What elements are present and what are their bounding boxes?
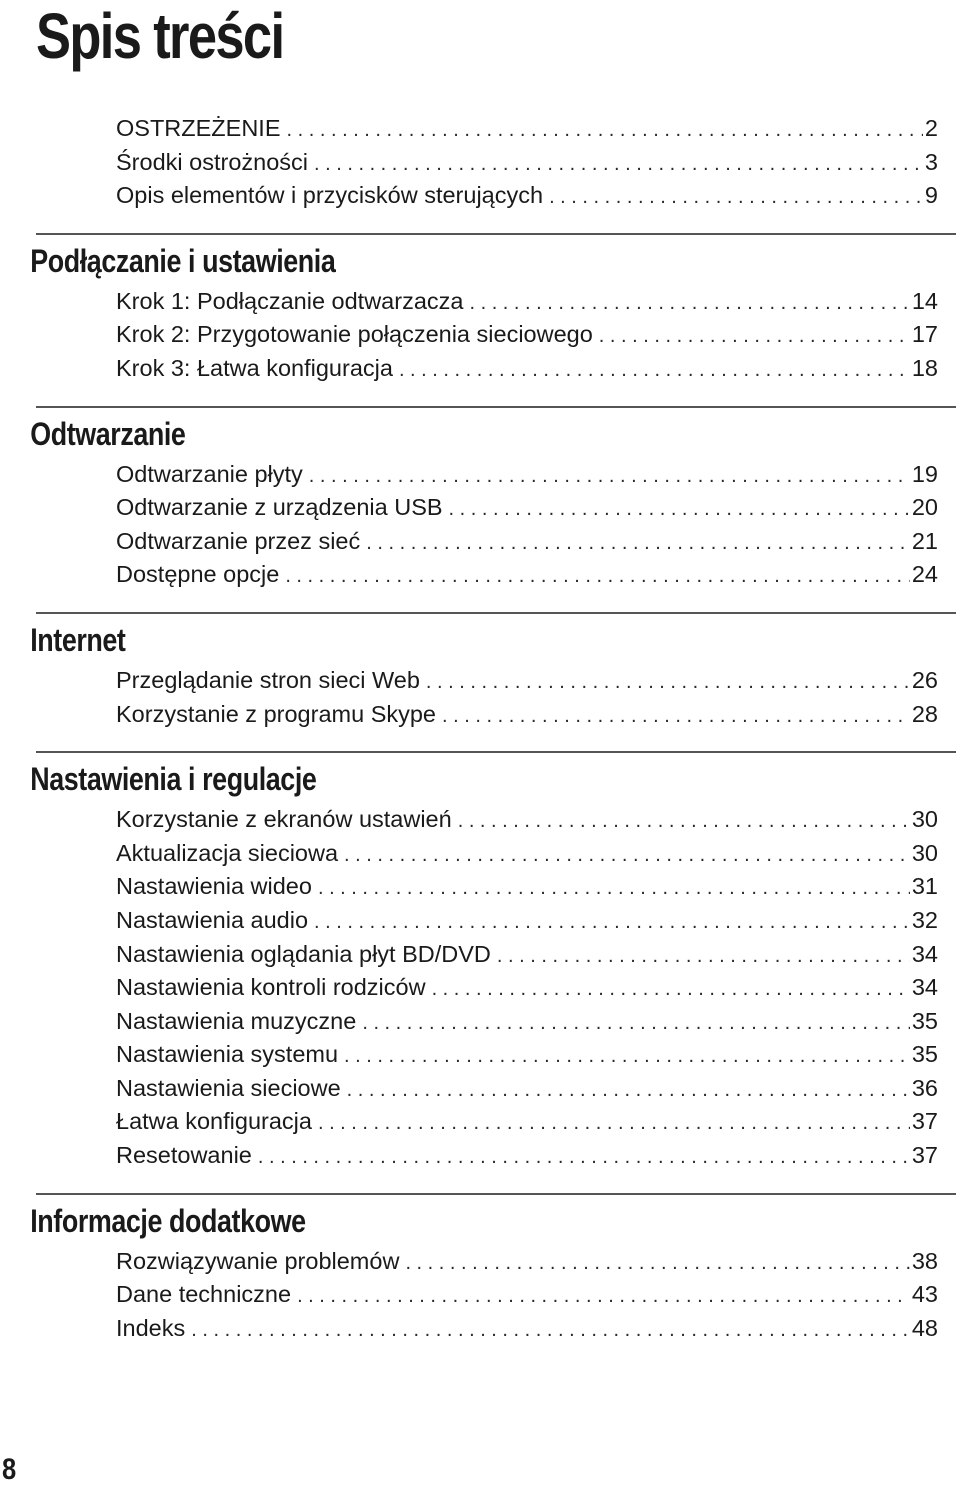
toc-entry-label: Odtwarzanie z urządzenia USB xyxy=(116,494,443,521)
toc-entry-page: 24 xyxy=(911,561,938,588)
dot-leader xyxy=(426,666,910,700)
toc-section-playback xyxy=(0,406,960,592)
toc-entry-page: 36 xyxy=(911,1074,938,1101)
toc-entry[interactable] xyxy=(116,458,938,492)
toc-entry-page: 2 xyxy=(924,115,938,141)
toc-entry-label: Indeks xyxy=(116,1314,186,1341)
toc-entry[interactable] xyxy=(116,146,938,180)
toc-entry-page: 34 xyxy=(911,940,938,967)
toc-entry[interactable] xyxy=(116,664,938,698)
toc-entry[interactable] xyxy=(116,837,938,871)
toc-entry-label: Dane techniczne xyxy=(116,1281,292,1308)
dot-leader xyxy=(344,839,910,873)
toc-entry-label: OSTRZEŻENIE xyxy=(116,115,281,141)
toc-entry[interactable] xyxy=(116,1139,938,1173)
toc-entry-label: Nastawienia muzyczne xyxy=(116,1007,357,1034)
toc-entry-label: Nastawienia kontroli rodziców xyxy=(116,974,426,1001)
page-number: 8 xyxy=(2,1453,17,1486)
toc-entry-label: Przeglądanie stron sieci Web xyxy=(116,666,420,693)
dot-leader xyxy=(405,1247,909,1281)
dot-leader xyxy=(497,940,910,974)
toc-entry-label: Dostępne opcje xyxy=(116,561,280,588)
toc-section-intro xyxy=(0,112,960,213)
dot-leader xyxy=(362,1007,910,1041)
toc-entry-page: 35 xyxy=(911,1007,938,1034)
dot-leader xyxy=(344,1040,910,1074)
toc-entry-page: 21 xyxy=(911,527,938,554)
dot-leader xyxy=(469,287,909,321)
dot-leader xyxy=(314,148,923,182)
toc-entry-label: Łatwa konfiguracja xyxy=(116,1108,312,1135)
toc-entry[interactable] xyxy=(116,179,938,213)
toc-entry-label: Krok 1: Podłączanie odtwarzacza xyxy=(116,287,464,314)
toc-entry[interactable] xyxy=(116,698,938,732)
toc-entry-page: 19 xyxy=(911,460,938,487)
toc-entry-page: 14 xyxy=(911,287,938,314)
dot-leader xyxy=(309,460,910,494)
toc-entry-label: Środki ostrożności xyxy=(116,148,308,175)
toc-entry-page: 3 xyxy=(924,148,938,175)
toc-entry[interactable] xyxy=(116,318,938,352)
toc-entry-label: Krok 2: Przygotowanie połączenia sieciowego xyxy=(116,321,593,348)
dot-leader xyxy=(318,872,910,906)
dot-leader xyxy=(347,1074,910,1108)
toc-entry-page: 38 xyxy=(911,1247,938,1274)
toc-entry-page: 30 xyxy=(911,806,938,833)
toc-entry[interactable] xyxy=(116,938,938,972)
section-heading: Informacje dodatkowe xyxy=(30,1202,306,1239)
dot-leader xyxy=(366,527,910,561)
dot-leader xyxy=(285,560,910,594)
toc-entry-page: 37 xyxy=(911,1142,938,1169)
toc-entry-label: Nastawienia oglądania płyt BD/DVD xyxy=(116,940,491,967)
dot-leader xyxy=(318,1107,910,1141)
toc-entry-page: 31 xyxy=(911,873,938,900)
dot-leader xyxy=(599,320,910,354)
section-heading: Odtwarzanie xyxy=(30,415,186,452)
toc-entry[interactable] xyxy=(116,1278,938,1312)
toc-entry-page: 20 xyxy=(911,494,938,521)
toc-entry-page: 35 xyxy=(911,1041,938,1068)
toc-entry-label: Odtwarzanie przez sieć xyxy=(116,527,361,554)
toc-entry-page: 43 xyxy=(911,1281,938,1308)
toc-entry-label: Rozwiązywanie problemów xyxy=(116,1247,400,1274)
toc-entry-page: 18 xyxy=(911,354,938,381)
toc-entry[interactable] xyxy=(116,558,938,592)
toc-entry-label: Korzystanie z programu Skype xyxy=(116,700,437,727)
toc-entry-label: Nastawienia systemu xyxy=(116,1041,339,1068)
toc-entry-page: 26 xyxy=(911,666,938,693)
dot-leader xyxy=(191,1314,910,1348)
dot-leader xyxy=(458,805,910,839)
dot-leader xyxy=(399,354,910,388)
toc-entry[interactable] xyxy=(116,112,938,146)
toc-entry-label: Aktualizacja sieciowa xyxy=(116,839,339,866)
toc-entry[interactable] xyxy=(116,904,938,938)
toc-entry-page: 17 xyxy=(911,321,938,348)
dot-leader xyxy=(432,973,910,1007)
toc-section-additional-info xyxy=(0,1193,960,1346)
toc-entry[interactable] xyxy=(116,352,938,386)
toc-entry-page: 37 xyxy=(911,1108,938,1135)
toc-entry[interactable] xyxy=(116,1005,938,1039)
toc-entry[interactable] xyxy=(116,491,938,525)
toc-entry[interactable] xyxy=(116,1245,938,1279)
toc-entry[interactable] xyxy=(116,870,938,904)
toc-section-settings xyxy=(0,751,960,1173)
section-heading: Internet xyxy=(30,621,126,658)
toc-entry-page: 32 xyxy=(911,906,938,933)
toc-entry[interactable] xyxy=(116,1038,938,1072)
toc-entry-page: 28 xyxy=(911,700,938,727)
toc-section-internet xyxy=(0,612,960,731)
toc-entry[interactable] xyxy=(116,525,938,559)
toc-entry-label: Krok 3: Łatwa konfiguracja xyxy=(116,354,393,381)
dot-leader xyxy=(549,181,923,215)
toc-entry-label: Odtwarzanie płyty xyxy=(116,460,303,487)
toc-entry[interactable] xyxy=(116,971,938,1005)
toc-entry[interactable] xyxy=(116,803,938,837)
toc-entry-page: 9 xyxy=(924,182,938,209)
toc-entry[interactable] xyxy=(116,1312,938,1346)
toc-entry-label: Opis elementów i przycisków sterujących xyxy=(116,182,544,209)
dot-leader xyxy=(314,906,910,940)
page-title: Spis treści xyxy=(36,0,284,72)
toc-entry-label: Nastawienia sieciowe xyxy=(116,1074,341,1101)
toc-entry[interactable] xyxy=(116,1105,938,1139)
table-of-contents xyxy=(0,112,960,1345)
dot-leader xyxy=(258,1141,910,1175)
toc-entry[interactable] xyxy=(116,1072,938,1106)
toc-entry-label: Nastawienia wideo xyxy=(116,873,312,900)
toc-entry-label: Resetowanie xyxy=(116,1142,252,1169)
dot-leader xyxy=(442,700,910,734)
section-heading: Podłączanie i ustawienia xyxy=(30,242,336,279)
toc-entry-label: Nastawienia audio xyxy=(116,906,309,933)
dot-leader xyxy=(449,493,910,527)
toc-entry-page: 48 xyxy=(911,1314,938,1341)
toc-entry-page: 30 xyxy=(911,839,938,866)
section-heading: Nastawienia i regulacje xyxy=(30,761,317,798)
dot-leader xyxy=(297,1280,910,1314)
toc-entry-label: Korzystanie z ekranów ustawień xyxy=(116,806,452,833)
toc-entry-page: 34 xyxy=(911,974,938,1001)
toc-entry[interactable] xyxy=(116,285,938,319)
dot-leader xyxy=(287,114,923,148)
toc-section-connecting xyxy=(0,233,960,386)
